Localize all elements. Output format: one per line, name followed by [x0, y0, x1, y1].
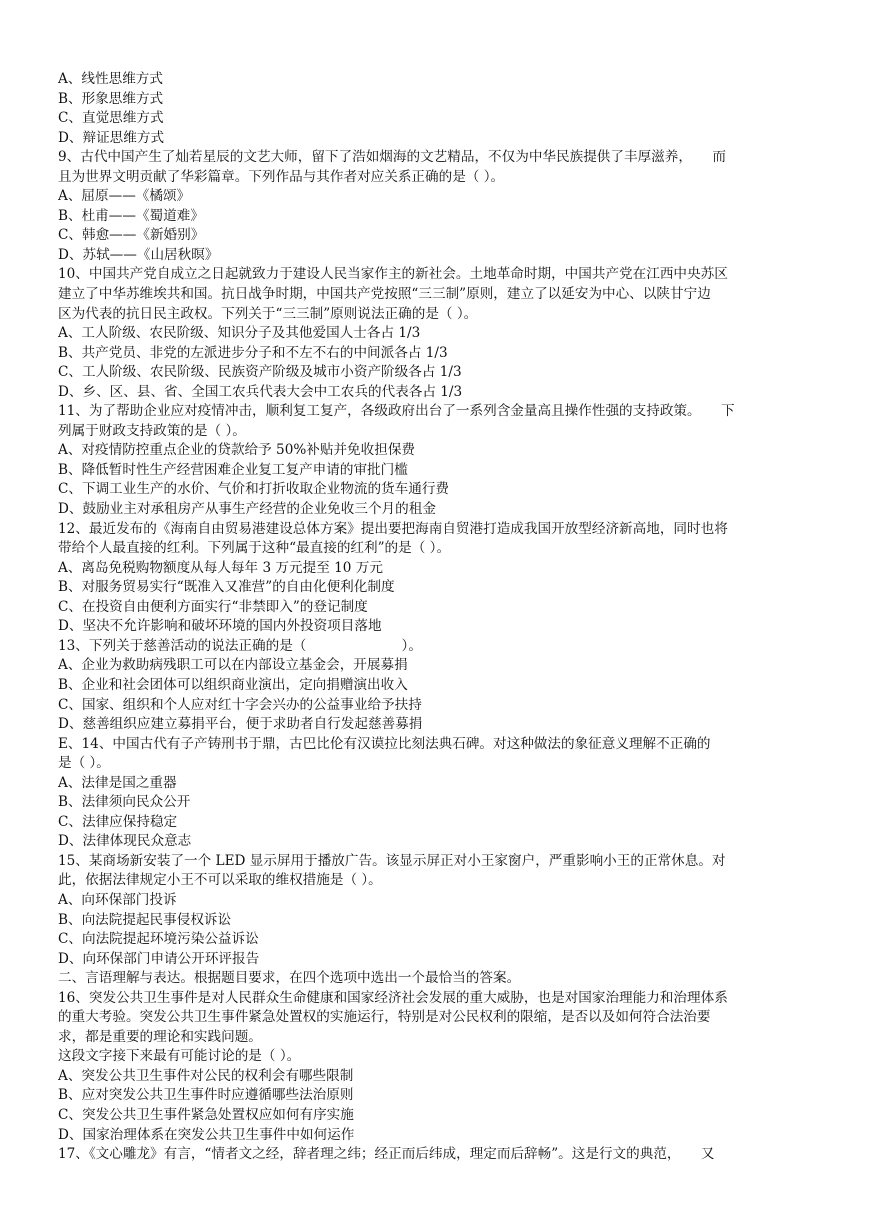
text-line: B、向法院提起民事侵权诉讼 [58, 911, 232, 928]
text-line: 建立了中华苏维埃共和国。抗日战争时期，中国共产党按照“三三制”原则，建立了以延安为中心、以陕甘宁边 [58, 286, 711, 303]
text-line: B、法律须向民众公开 [58, 794, 191, 811]
text-line: B、杜甫——《蜀道难》 [58, 207, 204, 224]
text-line: A、企业为救助病残职工可以在内部设立基金会，开展募捐 [58, 657, 408, 674]
text-line: A、屈原——《橘颂》 [58, 188, 191, 205]
text-line: 11、为了帮助企业应对疫情冲击，顺利复工复产，各级政府出台了一系列含金量高且操作性强的支持政策。 下 [58, 403, 735, 420]
text-line: 这段文字接下来最有可能讨论的是（ ）。 [58, 1048, 301, 1065]
text-line: B、形象思维方式 [58, 90, 164, 107]
text-line: B、对服务贸易实行“既准入又准营”的自由化便利化制度 [58, 579, 395, 596]
text-line: D、鼓励业主对承租房产从事生产经营的企业免收三个月的租金 [58, 501, 436, 518]
text-line: A、法律是国之重器 [58, 774, 177, 791]
text-line: 10、中国共产党自成立之日起就致力于建设人民当家作主的新社会。土地革命时期，中国共产党在江西中央苏区 [58, 266, 728, 283]
text-line: A、对疫情防控重点企业的贷款给予 50%补贴并免收担保费 [58, 442, 416, 459]
text-line: C、突发公共卫生事件紧急处置权应如何有序实施 [58, 1106, 354, 1123]
text-line: 求，都是重要的理论和实践问题。 [58, 1028, 262, 1045]
text-line: 16、突发公共卫生事件是对人民群众生命健康和国家经济社会发展的重大威胁，也是对国家治理能力和治理体系 [58, 989, 728, 1006]
text-line: 带给个人最直接的红利。下列属于这种“最直接的红利”的是（ ）。 [58, 540, 451, 557]
text-line: 是（ ）。 [58, 755, 110, 772]
text-line: 的重大考验。突发公共卫生事件紧急处置权的实施运行，特别是对公民权利的限缩，是否以及如何符合法治要 [58, 1009, 711, 1026]
text-line: D、坚决不允许影响和破坏环境的国内外投资项目落地 [58, 618, 382, 635]
text-line: 15、某商场新安装了一个 LED 显示屏用于播放广告。该显示屏正对小王家窗户，严重影响小王的正常休息。对 [58, 852, 726, 869]
text-line: D、向环保部门申请公开环评报告 [58, 950, 260, 967]
text-line: B、应对突发公共卫生事件时应遵循哪些法治原则 [58, 1087, 354, 1104]
text-line: C、韩愈——《新婚别》 [58, 227, 205, 244]
text-line: A、离岛免税购物额度从每人每年 3 万元提至 10 万元 [58, 559, 383, 576]
text-line: 且为世界文明贡献了华彩篇章。下列作品与其作者对应关系正确的是（ ）。 [58, 168, 505, 185]
text-line: A、突发公共卫生事件对公民的权利会有哪些限制 [58, 1067, 354, 1084]
text-line: B、降低暂时性生产经营困难企业复工复产申请的审批门槛 [58, 461, 408, 478]
text-line: 此，依据法律规定小王不可以采取的维权措施是（ ）。 [58, 872, 382, 889]
text-line: C、下调工业生产的水价、气价和打折收取企业物流的货车通行费 [58, 481, 450, 498]
section-heading: 二、言语理解与表达。根据题目要求，在四个选项中选出一个最恰当的答案。 [58, 970, 521, 987]
text-line: C、直觉思维方式 [58, 110, 164, 127]
text-line: D、慈善组织应建立募捐平台，便于求助者自行发起慈善募捐 [58, 716, 423, 733]
document-page [58, 70, 818, 1165]
text-line: 13、下列关于慈善活动的说法正确的是（ ）。 [58, 637, 422, 654]
text-line: 12、最近发布的《海南自由贸易港建设总体方案》提出要把海南自贸港打造成我国开放型经济新高地，同时也将 [58, 520, 728, 537]
text-line: A、线性思维方式 [58, 71, 163, 87]
text-line: B、企业和社会团体可以组织商业演出，定向捐赠演出收入 [58, 676, 408, 693]
text-line: C、工人阶级、农民阶级、民族资产阶级及城市小资产阶级各占 1/3 [58, 364, 462, 381]
text-line: D、乡、区、县、省、全国工农兵代表大会中工农兵的代表各占 1/3 [58, 383, 463, 400]
text-line: C、在投资自由便利方面实行“非禁即入”的登记制度 [58, 598, 368, 615]
text-line: C、法律应保持稳定 [58, 813, 178, 830]
text-line: 17、《文心雕龙》有言，“情者文之经，辞者理之纬；经正而后纬成，理定而后辞畅”。这是行文的典范， 又 [58, 1146, 715, 1163]
text-line: D、国家治理体系在突发公共卫生事件中如何运作 [58, 1126, 355, 1143]
text-line: A、向环保部门投诉 [58, 891, 177, 908]
text-line: D、法律体现民众意志 [58, 833, 192, 850]
text-line: C、向法院提起环境污染公益诉讼 [58, 931, 259, 948]
text-line: D、苏轼——《山居秋暝》 [58, 246, 219, 263]
text-line: 9、古代中国产生了灿若星辰的文艺大师，留下了浩如烟海的文艺精品，不仅为中华民族提供了丰厚滋养， 而 [58, 149, 726, 166]
text-line: A、工人阶级、农民阶级、知识分子及其他爱国人士各占 1/3 [58, 325, 421, 342]
text-line: E、14、中国古代有子产铸刑书于鼎，古巴比伦有汉谟拉比刻法典石碑。对这种做法的象征意义理解不正确的 [58, 735, 711, 752]
text-line: 列属于财政支持政策的是（ ）。 [58, 422, 246, 439]
text-line: D、辩证思维方式 [58, 129, 165, 146]
text-line: 区为代表的抗日民主政权。下列关于“三三制”原则说法正确的是（ ）。 [58, 305, 478, 322]
text-line: C、国家、组织和个人应对红十字会兴办的公益事业给予扶持 [58, 696, 422, 713]
text-line: B、共产党员、非党的左派进步分子和不左不右的中间派各占 1/3 [58, 344, 448, 361]
